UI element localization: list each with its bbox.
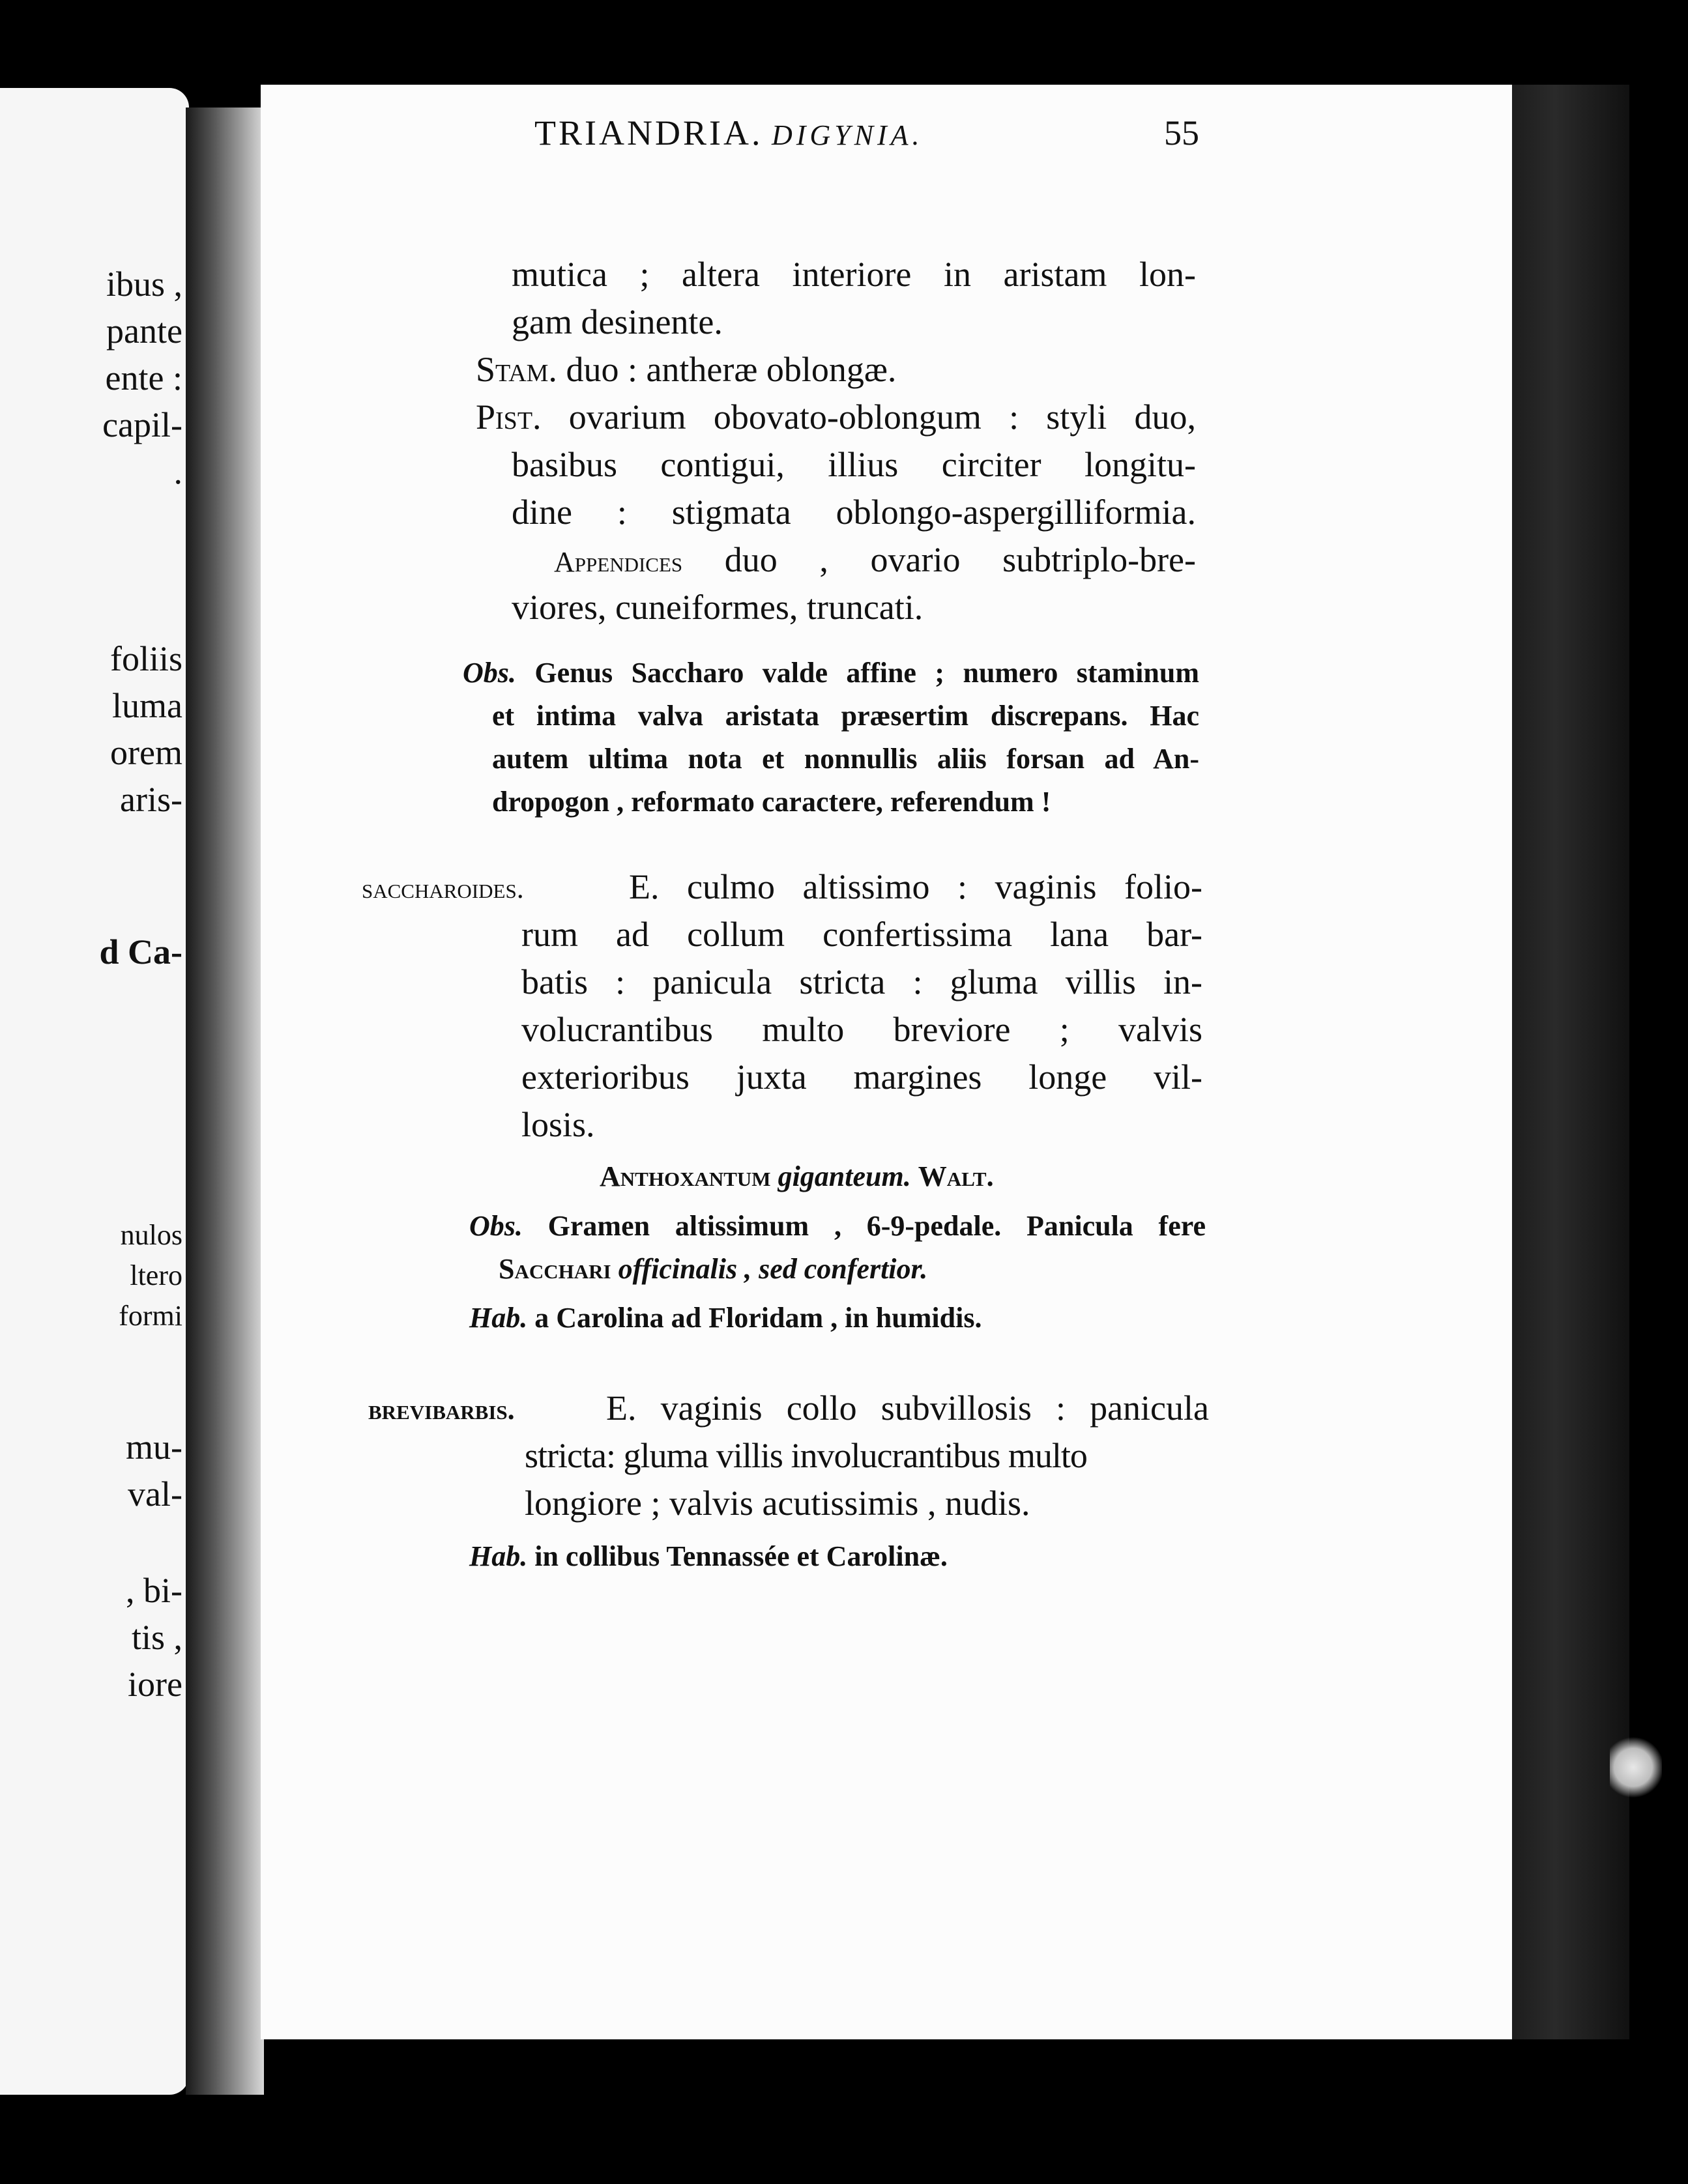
left-fragment: . <box>173 452 182 491</box>
left-fragment: mu- <box>126 1428 182 1467</box>
stam-label: Stam. <box>476 350 557 389</box>
pist-paragraph <box>476 394 1196 440</box>
text-line: E. vaginis collo subvillosis : panicula <box>606 1388 1209 1428</box>
left-fragment: aris- <box>120 780 182 819</box>
appendices-text: duo , ovario subtriplo-bre- <box>724 540 1197 579</box>
species-name-brevibarbis: brevibarbis. <box>368 1394 515 1426</box>
habitat-line <box>469 1298 982 1338</box>
text-line: exterioribus juxta margines longe vil- <box>521 1057 1202 1097</box>
text-line: E. culmo altissimo : vaginis folio- <box>629 867 1202 906</box>
synonym-line <box>600 1157 994 1197</box>
page-number: 55 <box>1164 113 1199 152</box>
left-fragment: capil- <box>102 405 182 444</box>
obs-continuation <box>499 1249 927 1289</box>
text-line: dropogon , reformato caractere, referendum ! <box>492 786 1051 818</box>
left-fragment: ibus , <box>106 265 182 304</box>
text-line: viores, cuneiformes, truncati. <box>512 588 924 627</box>
left-fragment: foliis <box>109 639 182 678</box>
header-title: TRIANDRIA. <box>534 113 763 152</box>
hab-text: in collibus Tennassée et Carolinæ. <box>534 1540 948 1572</box>
text-line: autem ultima nota et nonnullis aliis forsan ad An- <box>492 743 1199 775</box>
left-fragment: pante <box>106 311 182 351</box>
obs-genus-ref: Sacchari <box>499 1253 611 1285</box>
header-subtitle: DIGYNIA. <box>771 119 924 151</box>
left-fragment: formi <box>119 1300 182 1332</box>
appendices-label: Appendices <box>554 546 683 578</box>
appendices-paragraph <box>554 536 1196 586</box>
text-line: longiore ; valvis acutissimis , nudis. <box>525 1484 1030 1523</box>
left-fragment: ente : <box>105 358 182 397</box>
stam-paragraph <box>476 346 896 393</box>
obs-paragraph <box>469 1206 1206 1246</box>
text-line: losis. <box>521 1105 595 1144</box>
pist-text: ovarium obovato-oblongum : styli duo, <box>568 397 1196 437</box>
obs-paragraph <box>463 653 1199 693</box>
obs-text: Gramen altissimum , 6-9-pedale. Panicula fere <box>547 1210 1206 1242</box>
left-fragment: d Ca- <box>99 932 182 971</box>
left-fragment: tis , <box>131 1618 182 1657</box>
text-line: dine : stigmata oblongo-aspergilliformia. <box>512 493 1196 532</box>
obs-label: Obs. <box>463 657 516 689</box>
left-fragment: nulos <box>120 1219 182 1251</box>
running-header <box>534 109 1199 159</box>
text-line: basibus contigui, illius circiter longitu- <box>512 445 1196 484</box>
text-line: volucrantibus multo breviore ; valvis <box>521 1010 1202 1049</box>
hab-label: Hab. <box>469 1540 528 1572</box>
left-fragment: ltero <box>130 1259 182 1291</box>
synonym-author: Walt. <box>918 1160 994 1192</box>
obs-label: Obs. <box>469 1210 523 1242</box>
left-fragment: , bi- <box>126 1571 182 1610</box>
text-line: batis : panicula stricta : gluma villis in- <box>521 962 1202 1001</box>
left-fragment: orem <box>110 733 182 772</box>
left-fragment: luma <box>112 686 182 725</box>
species-name-saccharoides: saccharoides. <box>362 872 524 904</box>
text-line: rum ad collum confertissima lana bar- <box>521 915 1202 954</box>
pist-label: Pist. <box>476 397 542 437</box>
left-fragment: val- <box>128 1474 182 1514</box>
left-fragment: iore <box>128 1665 182 1704</box>
obs-text: Genus Sacchаro valde affine ; numero staminum <box>534 657 1200 689</box>
synonym-epithet: giganteum. <box>778 1160 911 1192</box>
text-line: et intima valva aristata præsertim discrepans. Hac <box>492 700 1199 732</box>
stam-text: duo : antheræ oblongæ. <box>566 350 897 389</box>
hab-label: Hab. <box>469 1302 528 1334</box>
hab-text: a Carolina ad Floridam , in humidis. <box>534 1302 982 1334</box>
obs-text: officinalis , sed confertior. <box>618 1253 928 1285</box>
habitat-line <box>469 1536 948 1577</box>
text-line: mutica ; altera interiore in aristam lon- <box>512 255 1196 294</box>
text-line: gam desinente. <box>512 302 723 341</box>
synonym-genus: Anthoxantum <box>600 1160 771 1192</box>
text-line: stricta: gluma villis involucrantibus multo <box>525 1436 1087 1475</box>
